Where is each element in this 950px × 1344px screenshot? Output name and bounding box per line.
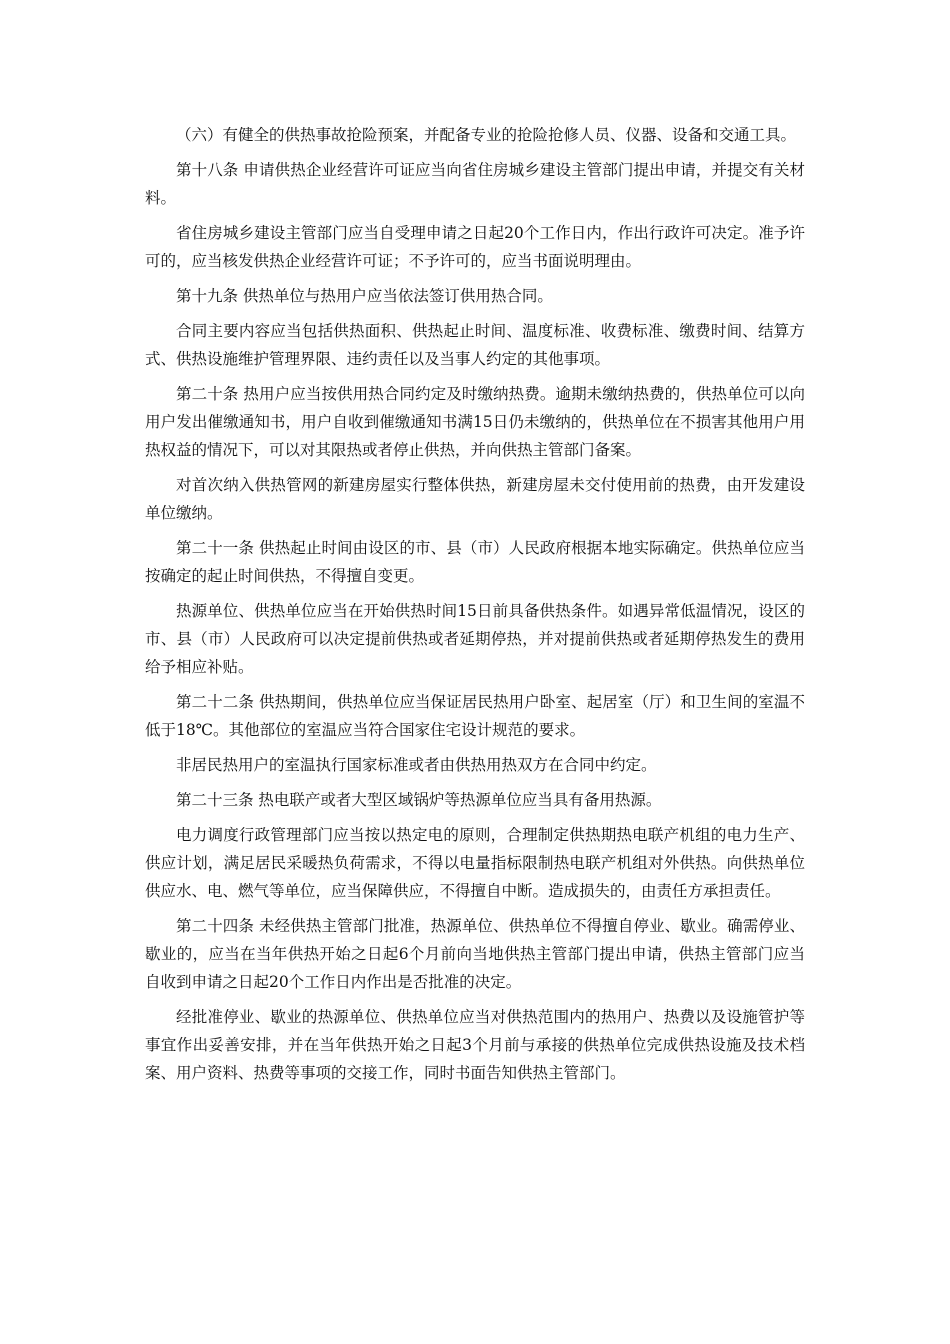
article-24: 第二十四条 未经供热主管部门批准，热源单位、供热单位不得擅自停业、歇业。确需停业、歇业的，应当在当年供热开始之日起6个月前向当地供热主管部门提出申请，供热主管部门应当自收到申请之日起20个工作日内作出是否批准的决定。 bbox=[145, 917, 805, 991]
article-19-paragraph-2: 合同主要内容应当包括供热面积、供热起止时间、温度标准、收费标准、缴费时间、结算方式、供热设施维护管理界限、违约责任以及当事人约定的其他事项。 bbox=[145, 322, 805, 368]
article-21-paragraph-2: 热源单位、供热单位应当在开始供热时间15日前具备供热条件。如遇异常低温情况，设区的市、县（市）人民政府可以决定提前供热或者延期停热，并对提前供热或者延期停热发生的费用给予相应补贴。 bbox=[145, 602, 805, 676]
article-23: 第二十三条 热电联产或者大型区域锅炉等热源单位应当具有备用热源。 bbox=[176, 791, 662, 809]
article-19: 第十九条 供热单位与热用户应当依法签订供用热合同。 bbox=[176, 287, 553, 305]
article-20-paragraph-2: 对首次纳入供热管网的新建房屋实行整体供热，新建房屋未交付使用前的热费，由开发建设单位缴纳。 bbox=[145, 476, 805, 522]
paragraph-item-6: （六）有健全的供热事故抢险预案，并配备专业的抢险抢修人员、仪器、设备和交通工具。 bbox=[176, 126, 797, 144]
article-22-paragraph-2: 非居民热用户的室温执行国家标准或者由供热用热双方在合同中约定。 bbox=[176, 756, 657, 774]
article-22: 第二十二条 供热期间，供热单位应当保证居民热用户卧室、起居室（厅）和卫生间的室温不低于18℃。其他部位的室温应当符合国家住宅设计规范的要求。 bbox=[145, 693, 805, 739]
article-24-paragraph-2: 经批准停业、歇业的热源单位、供热单位应当对供热范围内的热用户、热费以及设施管护等事宜作出妥善安排，并在当年供热开始之日起3个月前与承接的供热单位完成供热设施及技术档案、用户资料、热费等事项的交接工作，同时书面告知供热主管部门。 bbox=[145, 1008, 805, 1082]
article-23-paragraph-2: 电力调度行政管理部门应当按以热定电的原则，合理制定供热期热电联产机组的电力生产、供应计划，满足居民采暖热负荷需求，不得以电量指标限制热电联产机组对外供热。向供热单位供应水、电、燃气等单位，应当保障供应，不得擅自中断。造成损失的，由责任方承担责任。 bbox=[145, 826, 805, 900]
article-18-paragraph-2: 省住房城乡建设主管部门应当自受理申请之日起20个工作日内，作出行政许可决定。准予许可的，应当核发供热企业经营许可证；不予许可的，应当书面说明理由。 bbox=[145, 224, 805, 270]
article-21: 第二十一条 供热起止时间由设区的市、县（市）人民政府根据本地实际确定。供热单位应当按确定的起止时间供热，不得擅自变更。 bbox=[145, 539, 805, 585]
document-body bbox=[145, 121, 805, 1094]
article-20: 第二十条 热用户应当按供用热合同约定及时缴纳热费。逾期未缴纳热费的，供热单位可以向用户发出催缴通知书，用户自收到催缴通知书满15日仍未缴纳的，供热单位在不损害其他用户用热权益的情况下，可以对其限热或者停止供热，并向供热主管部门备案。 bbox=[145, 385, 805, 459]
article-18: 第十八条 申请供热企业经营许可证应当向省住房城乡建设主管部门提出申请，并提交有关材料。 bbox=[145, 161, 805, 207]
